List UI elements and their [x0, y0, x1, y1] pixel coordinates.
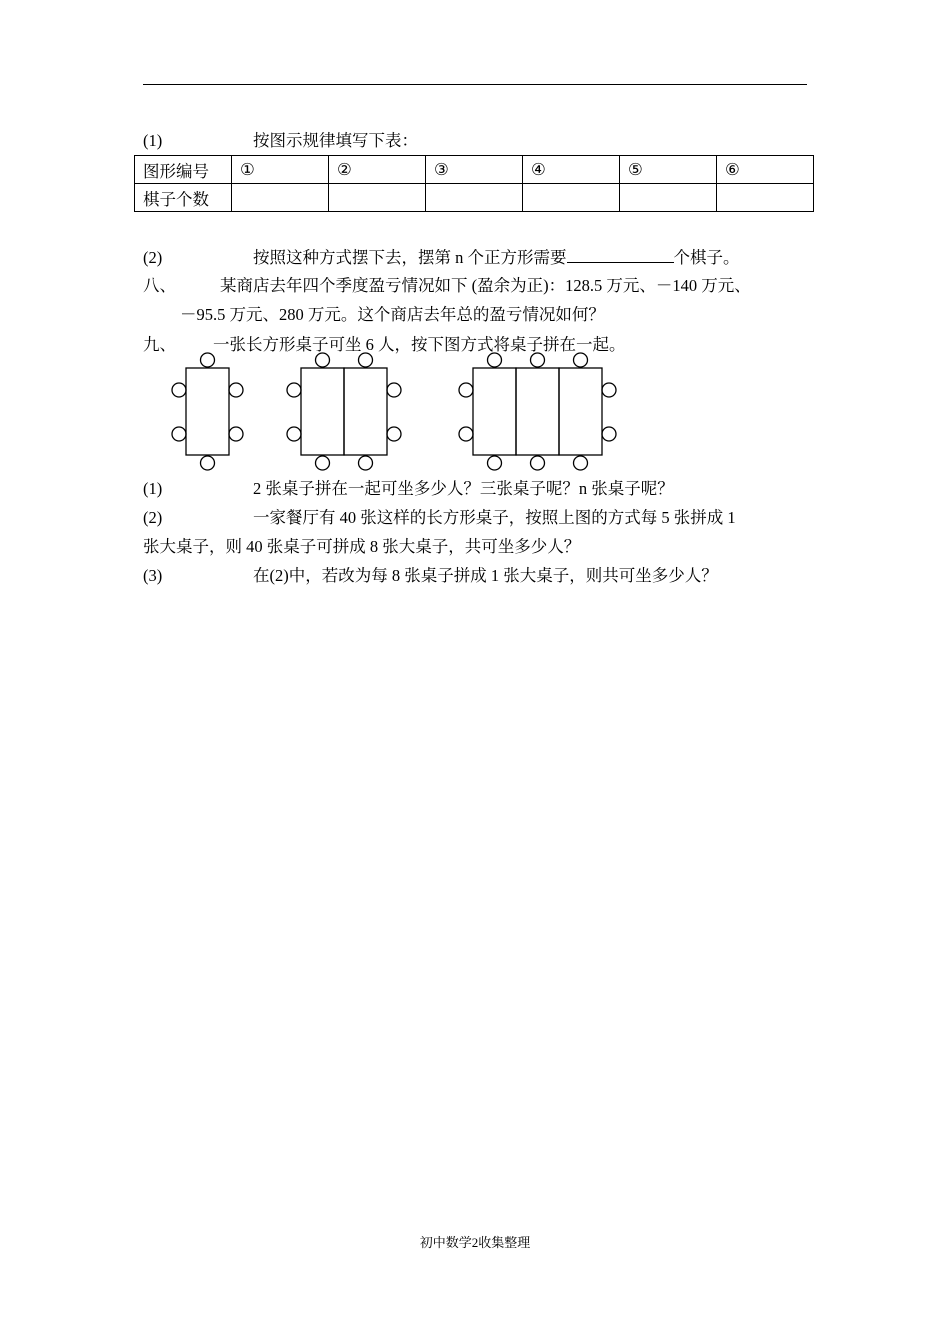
table-cell: ① [232, 156, 329, 184]
question-9-1: (1) 2 张桌子拼在一起可坐多少人？三张桌子呢？n 张桌子呢？ [143, 479, 674, 498]
table-row [135, 184, 814, 212]
question-9: 九、 一张长方形桌子可坐 6 人，按下图方式将桌子拼在一起。 [143, 335, 626, 354]
question-9-2-line1: (2) 一家餐厅有 40 张这样的长方形桌子，按照上图的方式每 5 张拼成 1 [143, 508, 736, 527]
table-cell-blank[interactable] [620, 184, 717, 212]
seat-circle [287, 383, 301, 397]
seat-circle [459, 427, 473, 441]
question-8-line1: 八、 某商店去年四个季度盈亏情况如下 (盈余为正)：128.5 万元、－140 万元、 [143, 276, 751, 295]
table-cell-blank[interactable] [329, 184, 426, 212]
answer-blank[interactable] [567, 247, 674, 263]
seat-circle [229, 383, 243, 397]
seat-circle [387, 383, 401, 397]
table-cell-blank[interactable] [232, 184, 329, 212]
table-row [135, 156, 814, 184]
seat-circle [602, 383, 616, 397]
table-3b-rect [516, 368, 559, 455]
seat-circle [359, 456, 373, 470]
seat-circle [574, 456, 588, 470]
question-2: (2) 按照这种方式摆下去，摆第 n 个正方形需要 个棋子。 [143, 248, 740, 267]
seat-circle [459, 383, 473, 397]
table-arrangement-diagram [160, 352, 630, 474]
seat-circle [488, 456, 502, 470]
pattern-table [134, 155, 814, 212]
seat-circle [574, 353, 588, 367]
seat-circle [287, 427, 301, 441]
table-cell: 图形编号 [135, 156, 232, 184]
seat-circle [229, 427, 243, 441]
seat-circle [359, 353, 373, 367]
table-2b-rect [344, 368, 387, 455]
question-9-2-line2: 张大桌子，则 40 张桌子可拼成 8 张大桌子，共可坐多少人？ [143, 537, 581, 556]
header-rule [143, 84, 807, 85]
table-cell: ③ [426, 156, 523, 184]
table-cell: ⑥ [717, 156, 814, 184]
table-1-rect [186, 368, 229, 455]
seat-circle [172, 427, 186, 441]
seat-circle [387, 427, 401, 441]
table-cell-blank[interactable] [523, 184, 620, 212]
question-9-3: (3) 在(2)中，若改为每 8 张桌子拼成 1 张大桌子，则共可坐多少人？ [143, 566, 718, 585]
seat-circle [316, 456, 330, 470]
table-cell: 棋子个数 [135, 184, 232, 212]
table-2a-rect [301, 368, 344, 455]
table-3a-rect [473, 368, 516, 455]
page-footer: 初中数学2收集整理 [419, 1235, 531, 1250]
table-cell: ④ [523, 156, 620, 184]
table-cell-blank[interactable] [426, 184, 523, 212]
seat-circle [488, 353, 502, 367]
seat-circle [316, 353, 330, 367]
question-8-line2: －95.5 万元、280 万元。这个商店去年总的盈亏情况如何？ [180, 305, 605, 324]
table-question: (1) 按图示规律填写下表： [143, 131, 418, 150]
seat-circle [602, 427, 616, 441]
seat-circle [201, 353, 215, 367]
seat-circle [201, 456, 215, 470]
table-cell: ⑤ [620, 156, 717, 184]
table-cell: ② [329, 156, 426, 184]
seat-circle [172, 383, 186, 397]
seat-circle [531, 353, 545, 367]
table-3c-rect [559, 368, 602, 455]
seat-circle [531, 456, 545, 470]
table-cell-blank[interactable] [717, 184, 814, 212]
